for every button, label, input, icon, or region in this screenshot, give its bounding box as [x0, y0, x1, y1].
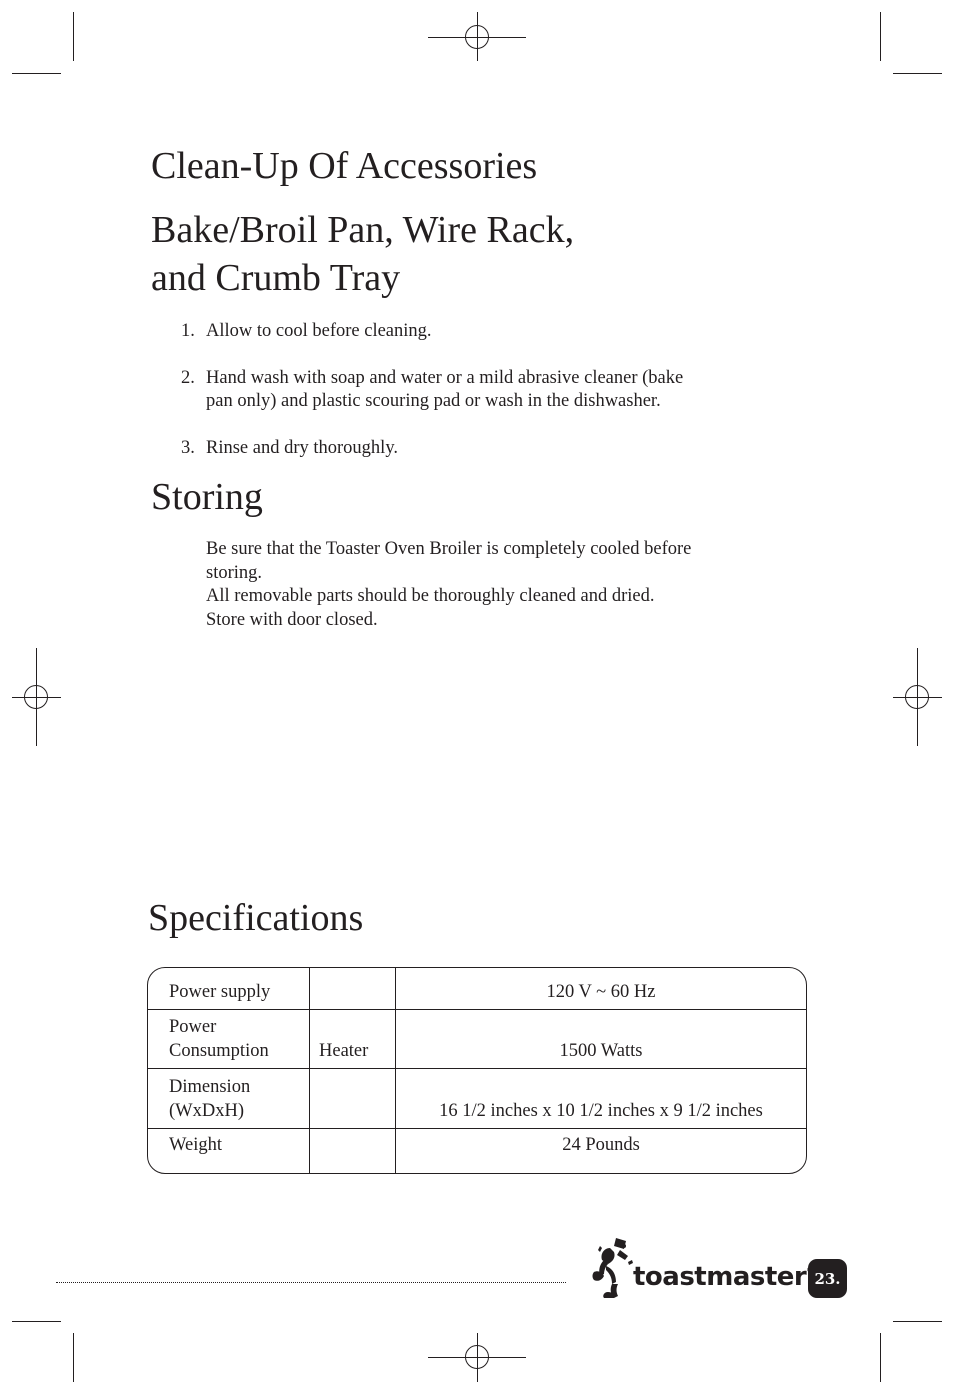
spec-value: 120 V ~ 60 Hz	[546, 982, 656, 1002]
spec-sub: Heater	[319, 1041, 369, 1061]
cleanup-title: Clean-Up Of Accessories	[151, 145, 538, 187]
spec-label: (WxDxH)	[169, 1101, 245, 1121]
list-item	[181, 437, 801, 461]
step-number: 3.	[181, 437, 195, 458]
list-item	[181, 320, 801, 344]
spec-label: Power	[169, 1017, 217, 1037]
crop-mark	[880, 1333, 881, 1382]
specifications-table	[147, 967, 807, 1174]
page-number-badge	[808, 1259, 847, 1298]
step-number: 2.	[181, 367, 195, 388]
crop-mark	[12, 1321, 61, 1322]
crop-mark	[893, 73, 942, 74]
crop-mark	[12, 73, 61, 74]
crop-mark	[73, 12, 74, 61]
list-item	[181, 367, 801, 414]
footer-dotted-rule	[56, 1282, 566, 1283]
table-row	[148, 968, 806, 1010]
spec-value: 16 1/2 inches x 10 1/2 inches x 9 1/2 inches	[439, 1101, 763, 1121]
step-text-line: Hand wash with soap and water or a mild abrasive cleaner (bake	[206, 367, 684, 388]
storing-line: All removable parts should be thoroughly cleaned and dried.	[206, 586, 655, 606]
brand-logo	[633, 1262, 813, 1292]
cleanup-subtitle-line1: Bake/Broil Pan, Wire Rack,	[151, 209, 575, 251]
specifications-title: Specifications	[148, 897, 364, 939]
step-text: Rinse and dry thoroughly.	[206, 437, 399, 458]
storing-line: storing.	[206, 562, 263, 583]
spec-label: Power supply	[169, 982, 271, 1002]
step-text: Allow to cool before cleaning.	[206, 321, 432, 341]
page-number: 23.	[814, 1269, 841, 1288]
brand-name: toastmaster	[633, 1262, 807, 1292]
table-row	[148, 1010, 806, 1069]
crop-mark	[880, 12, 881, 61]
cleanup-subtitle-line2: and Crumb Tray	[151, 257, 401, 299]
step-text-line: pan only) and plastic scouring pad or wash in the dishwasher.	[206, 391, 661, 411]
storing-title: Storing	[151, 476, 263, 518]
spec-label: Dimension	[169, 1077, 251, 1097]
spec-value: 1500 Watts	[559, 1041, 643, 1061]
spec-label: Weight	[169, 1135, 222, 1155]
crop-mark	[73, 1333, 74, 1382]
crop-mark	[893, 1321, 942, 1322]
storing-line: Store with door closed.	[206, 609, 378, 630]
storing-text	[206, 538, 806, 632]
step-number: 1.	[181, 321, 195, 341]
cleanup-steps	[181, 320, 801, 483]
spec-value: 24 Pounds	[562, 1135, 640, 1155]
storing-line: Be sure that the Toaster Oven Broiler is completely cooled before	[206, 539, 692, 559]
table-row	[148, 1069, 806, 1129]
spec-label: Consumption	[169, 1041, 269, 1061]
table-row	[148, 1129, 806, 1174]
